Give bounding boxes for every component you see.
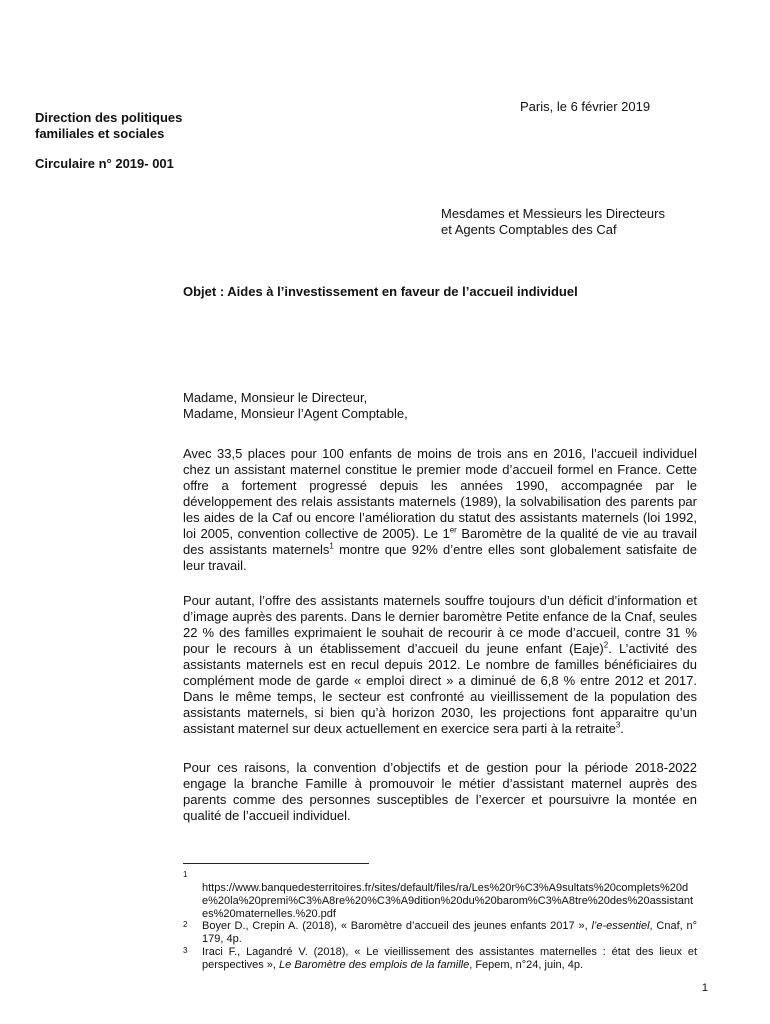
body-paragraph-2 <box>183 593 697 737</box>
sender-block <box>35 110 255 142</box>
footnote-separator <box>183 863 369 864</box>
footnote-ref-3[interactable]: 3 <box>615 720 621 730</box>
text-run: Iraci F., Lagandré V. (2018), « Le vieillissement des assistantes maternelles : état des lieux et perspectives », <box>202 946 697 971</box>
body-paragraph-1 <box>183 446 697 574</box>
salutation-line: Madame, Monsieur l’Agent Comptable, <box>183 406 408 421</box>
subject-line: Objet : Aides à l’investissement en faveur de l’accueil individuel <box>183 284 578 299</box>
recipient-line: Mesdames et Messieurs les Directeurs <box>441 206 665 221</box>
footnote-number: 3 <box>183 946 188 955</box>
text-run: . L’activité des assistants maternels est en recul depuis 2012. Le nombre de familles bénéficiaires du complément mode de garde « emploi direct » a diminué de 6,8 % entre 2012 et 2017. Dans le même temps, le secteur est confronté au vieillissement de la population des assistants maternels, si bien qu’à horizon 2030, les projections font apparaitre qu’un assistant maternel sur deux actuellement en exercice sera parti à la retraite <box>183 641 697 736</box>
text-run: Pour autant, l’offre des assistants maternels souffre toujours d’un déficit d’information et d’image auprès des parents. Dans le dernier baromètre Petite enfance de la Cnaf, seules 22 % des familles exprimaient le souhait de recourir à ce mode d’accueil, contre 31 % pour le recours à un établissement d’accueil du jeune enfant (Eaje) <box>183 593 697 656</box>
salutation-line: Madame, Monsieur le Directeur, <box>183 390 368 405</box>
text-run: montre que 92% d’entre elles sont globalement satisfaite de leur travail. <box>183 542 697 573</box>
footnote-number: 2 <box>183 920 188 929</box>
recipient-line: et Agents Comptables des Caf <box>441 222 617 237</box>
sender-line: familiales et sociales <box>35 126 165 141</box>
footnote-2 <box>183 920 697 946</box>
footnote-1 <box>183 870 697 921</box>
circular-number: Circulaire n° 2019- 001 <box>35 156 174 171</box>
salutation <box>183 390 723 422</box>
text-run: . <box>620 721 624 736</box>
text-run: Avec 33,5 places pour 100 enfants de moins de trois ans en 2016, l’accueil individuel chez un assistant maternel constitue le premier mode d’accueil formel en France. Cette offre a fortement progressé depuis les années 1990, accompagnée par le développement des relais assistants maternels (1989), la solvabilisation des parents par les aides de la Caf ou encore l’amélioration du statut des assistants maternels (loi 1992, loi 2005, convention collective de 2005). Le 1 <box>183 446 697 541</box>
publication-title: l’e-essentiel <box>591 920 650 932</box>
text-run: , Cnaf, n° 179, 4p. <box>202 920 698 945</box>
recipient-block <box>441 206 731 238</box>
text-run: Boyer D., Crepin A. (2018), « Baromètre d’accueil des jeunes enfants 2017 », <box>202 920 592 932</box>
ordinal-superscript: er <box>449 525 457 535</box>
text-run: Baromètre de la qualité de vie au travail des assistants maternels <box>183 526 697 557</box>
page-number: 1 <box>701 982 708 994</box>
body-paragraph-3: Pour ces raisons, la convention d’objectifs et de gestion pour la période 2018-2022 engage la branche Famille à promouvoir le métier d’assistant maternel auprès des parents comme des personnes susceptibles de l’exercer et poursuivre la montée en qualité de l’accueil individuel. <box>183 760 697 823</box>
footnote-number: 1 <box>183 870 188 879</box>
text-run: , Fepem, n°24, juin, 4p. <box>469 959 584 971</box>
footnote-ref-1[interactable]: 1 <box>329 541 334 551</box>
footnote-ref-2[interactable]: 2 <box>603 640 609 650</box>
footnote-3 <box>183 946 697 972</box>
footnote-text <box>202 946 697 972</box>
sender-line: Direction des politiques <box>35 110 183 125</box>
footnote-link[interactable]: https://www.banquedesterritoires.fr/sites/default/files/ra/Les%20r%C3%A9sultats%20complets%20de%20la%20premi%C3%A8re%20%C3%A9dition%20du%20barom%C3%A8tre%20des%20assistantes%20maternelles.%20.pdf <box>202 882 694 920</box>
place-date: Paris, le 6 février 2019 <box>520 99 651 114</box>
footnote-text <box>202 920 697 946</box>
publication-title: Le Baromètre des emplois de la famille <box>279 959 470 971</box>
